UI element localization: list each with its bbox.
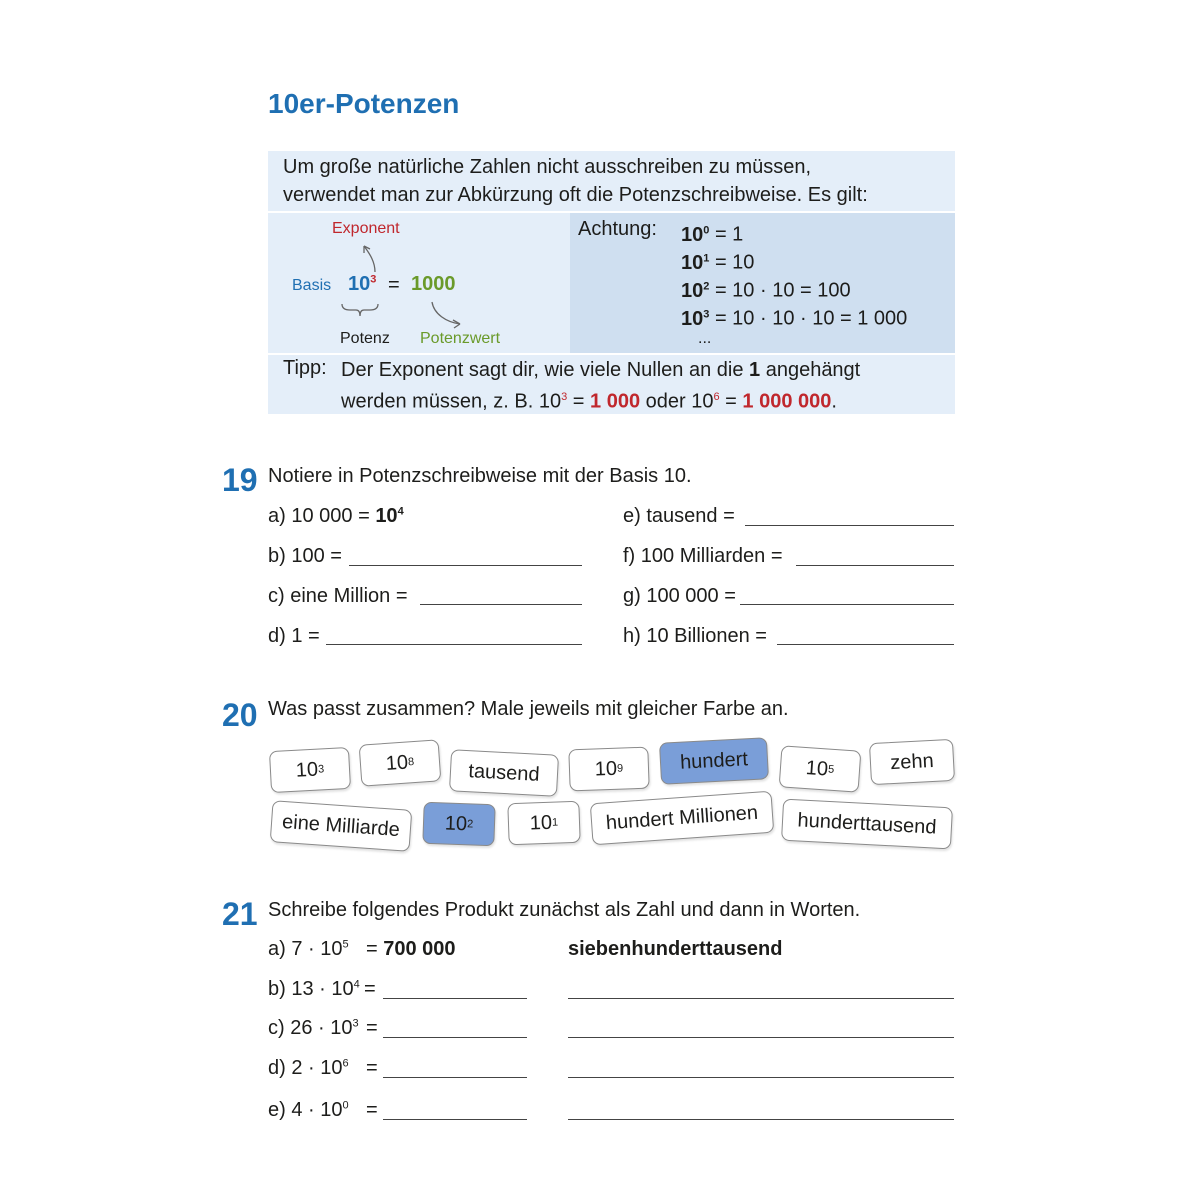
power-row: $10^3 = 10 \cdot 10 \cdot 10 = 1$ 000 <box>681 307 908 330</box>
exercise-number: 21 <box>222 896 258 932</box>
match-card[interactable]: 10 3 <box>269 747 351 793</box>
potenzwert-arrow-icon <box>428 300 468 330</box>
achtung-label: Achtung: <box>578 218 657 240</box>
task-label: a) $7 \cdot 10^5$ <box>268 938 349 960</box>
power-row: $10^0 = 1$ <box>681 223 744 246</box>
intro-line: Um große natürliche Zahlen nicht ausschreiben zu müssen, <box>283 156 812 178</box>
match-card[interactable]: 10 5 <box>779 745 862 792</box>
match-card[interactable]: 10 1 <box>507 801 580 845</box>
task-g: g) 100 000 = <box>623 585 736 607</box>
task-label: e) $4 \cdot 10^0$ <box>268 1099 349 1121</box>
answer-line-b[interactable] <box>349 565 582 566</box>
answer-line-number[interactable] <box>383 1119 527 1120</box>
ellipsis: ... <box>698 330 712 347</box>
intro-line: verwendet man zur Abkürzung oft die Potenzschreibweise. Es gilt: <box>283 184 868 206</box>
task-e: e) tausend = <box>623 505 735 527</box>
answer-line-number[interactable] <box>383 1077 527 1078</box>
task-b: b) 100 = <box>268 545 342 567</box>
answer-line-g[interactable] <box>740 604 954 605</box>
exercise-question: Schreibe folgendes Produkt zunächst als Zahl und dann in Worten. <box>268 899 861 921</box>
task-c: c) eine Million = <box>268 585 408 607</box>
answer-words: siebenhunderttausend <box>568 938 783 960</box>
page-title: 10er-Potenzen <box>268 88 460 119</box>
exercise-number: 19 <box>222 462 258 498</box>
exponent-arrow-icon <box>355 238 385 274</box>
potenz-brace-icon <box>340 302 380 318</box>
answer-line-d[interactable] <box>326 644 582 645</box>
power-row: $10^2 = 10 \cdot 10 = 100$ <box>681 279 851 302</box>
match-card[interactable]: 10 8 <box>359 739 442 786</box>
potenzwert-label: Potenzwert <box>420 330 501 347</box>
equals-sign: = <box>366 1057 378 1079</box>
answer-line-words[interactable] <box>568 998 954 999</box>
match-card-highlighted[interactable]: hundert <box>659 737 769 785</box>
match-card[interactable]: tausend <box>449 749 559 797</box>
task-label: c) $26 \cdot 10^3$ <box>268 1017 359 1039</box>
match-card[interactable]: zehn <box>869 739 955 785</box>
exercise-question: Was passt zusammen? Male jeweils mit gleicher Farbe an. <box>268 698 789 720</box>
equals-sign: = <box>364 978 376 1000</box>
match-card-highlighted[interactable]: 10 2 <box>422 802 495 846</box>
answer-line-h[interactable] <box>777 644 954 645</box>
task-label: b) $13 \cdot 10^4$ <box>268 978 360 1000</box>
exponent-label: Exponent <box>332 220 400 237</box>
answer-line-f[interactable] <box>796 565 954 566</box>
exercise-number: 20 <box>222 697 258 733</box>
answer-line-words[interactable] <box>568 1119 954 1120</box>
example-power <box>348 273 376 296</box>
answer-line-c[interactable] <box>420 604 582 605</box>
tipp-text: Der Exponent sagt dir, wie viele Nullen an die 1 angehängt werden müssen, z. B. $10^3 = 1$ 000 oder $10^6 = 1$ 000 000. <box>341 359 861 413</box>
tipp-label: Tipp: <box>283 357 327 379</box>
task-d: d) 1 = <box>268 625 320 647</box>
task-a: a) 10 $000 = 10^4$ <box>268 505 404 527</box>
task-f: f) 100 Milliarden = <box>623 545 783 567</box>
answer-line-e[interactable] <box>745 525 954 526</box>
answer-line-number[interactable] <box>383 1037 527 1038</box>
power-row: $10^1 = 10$ <box>681 251 755 274</box>
example-base: 10 <box>348 273 371 295</box>
divider <box>268 353 955 355</box>
intro-text <box>283 153 943 209</box>
divider <box>268 211 955 213</box>
match-card[interactable]: hundert Millionen <box>590 791 774 846</box>
example-exponent: 3 <box>370 273 377 286</box>
match-card[interactable]: hunderttausend <box>781 799 953 850</box>
basis-label: Basis <box>292 277 332 294</box>
example-value: 1000 <box>411 273 456 295</box>
example-equals: = <box>388 274 400 296</box>
potenz-label: Potenz <box>340 330 390 347</box>
task-h: h) 10 Billionen = <box>623 625 767 647</box>
answer-line-number[interactable] <box>383 998 527 999</box>
answer-line-words[interactable] <box>568 1037 954 1038</box>
equals-sign: = 700 000 <box>366 938 456 960</box>
match-card[interactable]: eine Milliarde <box>270 800 413 852</box>
task-label: d) $2 \cdot 10^6$ <box>268 1057 349 1079</box>
answer-line-words[interactable] <box>568 1077 954 1078</box>
match-card[interactable]: 10 9 <box>568 747 649 792</box>
equals-sign: = <box>366 1017 378 1039</box>
equals-sign: = <box>366 1099 378 1121</box>
exercise-question: Notiere in Potenzschreibweise mit der Basis 10. <box>268 465 692 487</box>
